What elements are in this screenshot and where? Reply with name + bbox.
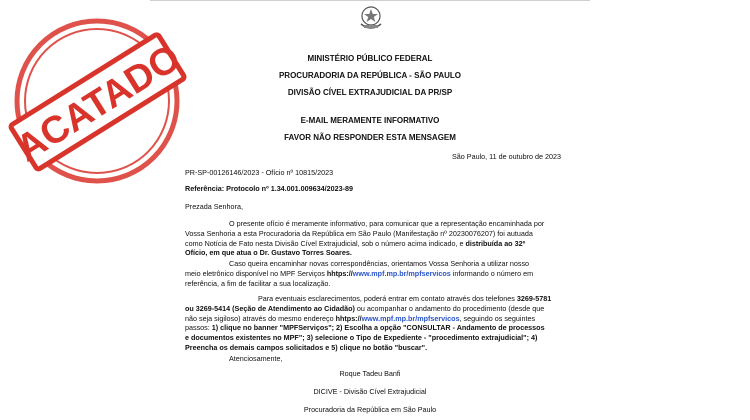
closing: Atenciosamente, (229, 354, 283, 363)
p3-line-4-bold: 1) clique no banner "MPFServiços"; 2) Escolha a opção "CONSULTAR - Andamento de processos (211, 323, 545, 333)
p3-line-6: Preencha os demais campos solicitados e 5) clique no botão "buscar". (185, 342, 428, 352)
signature-org: Procuradoria da República em São Paulo (303, 405, 437, 414)
p3-line-3 (185, 314, 551, 324)
p3-line-2 (185, 304, 551, 314)
acatado-stamp (2, 6, 192, 196)
mpf-servicos-link[interactable]: www.mpf.mp.br/mpfservicos (352, 268, 451, 278)
p3-line-1-text: Para eventuais esclarecimentos, poderá entrar em contato através dos telefones (258, 294, 517, 303)
header-ministry: MINISTÉRIO PÚBLICO FEDERAL (307, 54, 433, 63)
phone-1: 3269-5781 (516, 294, 552, 303)
p2-line-3: referência, a fim de facilitar a sua localização. (185, 278, 331, 288)
phone-2: ou 3269-5414 (Seção de Atendimento ao Cidadão) (185, 303, 355, 313)
coat-of-arms-icon (355, 2, 387, 34)
header-division: DIVISÃO CÍVEL EXTRAJUDICIAL DA PR/SP (287, 88, 453, 97)
greeting: Prezada Senhora, (185, 202, 243, 211)
header-no-reply-notice: FAVOR NÃO RESPONDER ESTA MENSAGEM (284, 133, 456, 142)
p3-line-3-tail: , seguindo os seguintes (459, 313, 536, 323)
p3-line-2-text: ou acompanhar o andamento do procedimento (desde que (354, 303, 545, 313)
mpf-servicos-link-2[interactable]: www.mpf.mp.br/mpfservicos (361, 313, 460, 323)
p1-line-3-bold: distribuída ao 32º (465, 238, 526, 248)
p3-line-3-text: não seja sigiloso) através do mesmo endereço (185, 313, 336, 323)
p2-link-prefix: hhtps:// (326, 268, 353, 278)
header-informative-notice: E-MAIL MERAMENTE INFORMATIVO (300, 116, 440, 125)
header-procuradoria: PROCURADORIA DA REPÚBLICA - SÃO PAULO (278, 71, 462, 80)
p3-line-4 (185, 323, 551, 333)
page-top-border (150, 0, 590, 1)
signature-division: DICIVE - Divisão Cível Extrajudicial (313, 387, 427, 396)
signature-name: Roque Tadeu Banfi (339, 369, 401, 378)
p2-line-2-tail: informando o número em (450, 268, 534, 278)
p1-line-3-text: como Notícia de Fato nesta Divisão Cível Extrajudicial, sob o número acima indicado, e (185, 238, 466, 248)
reference-protocol: Referência: Protocolo nº 1.34.001.009634/2023-89 (185, 184, 354, 193)
document-date: São Paulo, 11 de outubro de 2023 (452, 152, 561, 161)
p2-line-1: Caso queira encaminhar novas correspondências, orientamos Vossa Senhoria a utilizar nosso (229, 259, 530, 268)
p2-line-2-text: meio eletrônico disponível no MPF Serviços (185, 268, 327, 278)
paragraph-3 (185, 294, 551, 353)
p3-line-5: e documentos existentes no MPF"; 3) selecione o Tipo de Expediente - "procedimento extrajudicial"; 4) (185, 333, 538, 343)
p1-line-1: O presente ofício é meramente informativo, para comunicar que a representação encaminhada por (229, 219, 545, 228)
p1-line-2: Vossa Senhoria a esta Procuradoria da República em São Paulo (Manifestação nº 20230076207) foi autuada (185, 228, 533, 238)
paragraph-2 (185, 259, 533, 288)
stamp-text: ACATADO (9, 36, 188, 171)
p3-line-1 (185, 294, 551, 304)
p1-line-3 (185, 239, 544, 249)
paragraph-1 (185, 219, 544, 258)
p3-link-prefix: hhtps:// (335, 313, 362, 323)
reference-numbers: PR-SP-00126146/2023 - Ofício nº 10815/2023 (185, 168, 334, 177)
p1-line-4: Ofício, em que atua o Dr. Gustavo Torres Soares. (185, 248, 352, 258)
p3-line-4-text: passos: (185, 323, 212, 333)
p2-line-2 (185, 269, 533, 279)
